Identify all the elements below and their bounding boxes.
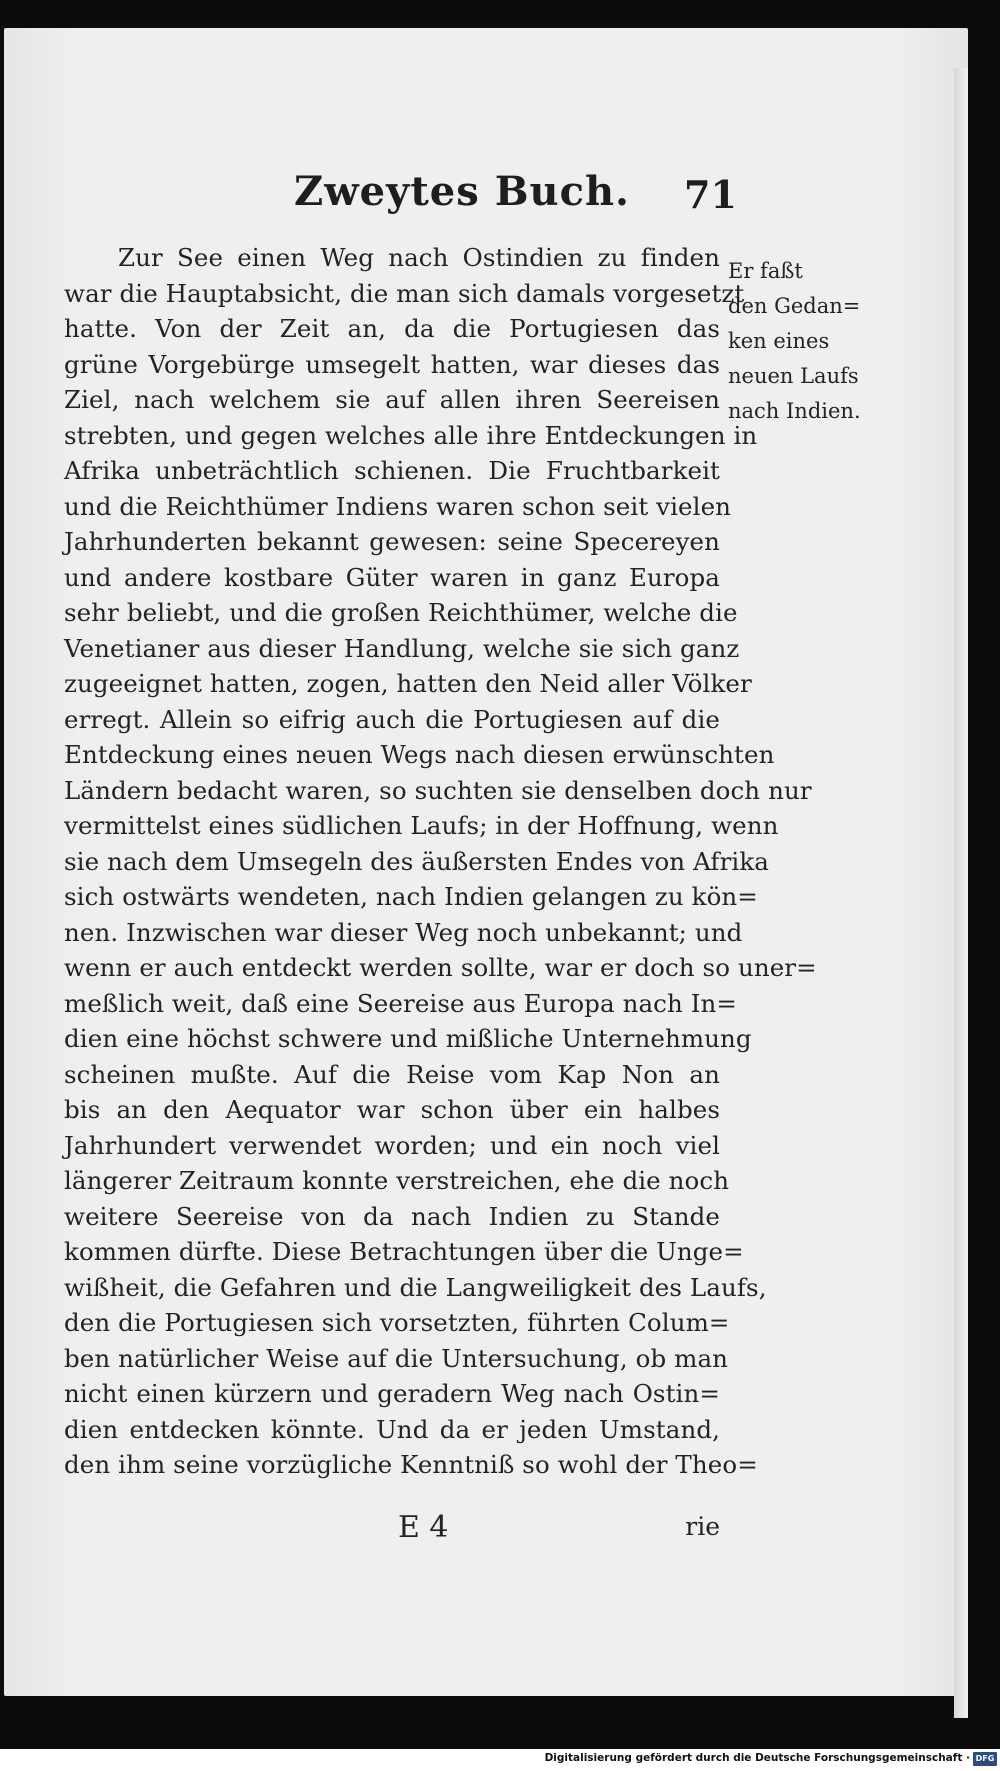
text-line: strebten, und gegen welches alle ihre Entdeckungen in bbox=[64, 420, 758, 450]
text-line: nen. Inzwischen war dieser Weg noch unbekannt; und bbox=[64, 917, 743, 947]
text-line: dien eine höchst schwere und mißliche Unternehmung bbox=[64, 1024, 752, 1053]
text-line: dien entdecken könnte. Und da er jeden Umstand, bbox=[64, 1414, 720, 1444]
catchword: rie bbox=[685, 1512, 720, 1541]
text-line: längerer Zeitraum konnte verstreichen, ehe die noch bbox=[64, 1166, 730, 1195]
text-line: Jahrhunderten bekannt gewesen: seine Specereyen bbox=[64, 527, 720, 556]
text-line: sich ostwärts wendeten, nach Indien gelangen zu kön= bbox=[64, 882, 758, 911]
page-number: 71 bbox=[684, 172, 737, 217]
marginal-note-line: ken eines bbox=[728, 329, 830, 353]
text-line: sie nach dem Umsegeln des äußersten Endes von Afrika bbox=[64, 846, 769, 876]
text-line: Ziel, nach welchem sie auf allen ihren Seereisen bbox=[64, 385, 720, 414]
text-line: erregt. Allein so eifrig auch die Portugiesen auf die bbox=[64, 704, 720, 734]
text-line: hatte. Von der Zeit an, da die Portugiesen das bbox=[64, 314, 720, 343]
text-line: scheinen mußte. Auf die Reise vom Kap Non an bbox=[64, 1059, 720, 1089]
text-line: bis an den Aequator war schon über ein halbes bbox=[64, 1095, 720, 1124]
text-line: Zur See einen Weg nach Ostindien zu finden bbox=[118, 243, 720, 272]
running-title: Zweytes Buch. bbox=[294, 168, 630, 215]
text-line: Venetianer aus dieser Handlung, welche sie sich ganz bbox=[64, 633, 740, 663]
book-page bbox=[4, 28, 968, 1696]
page-foot bbox=[64, 1510, 720, 1550]
marginal-note-line: Er faßt bbox=[728, 259, 803, 283]
text-line: den ihm seine vorzügliche Kenntniß so wohl der Theo= bbox=[64, 1450, 758, 1479]
digitization-footer bbox=[0, 1749, 1000, 1771]
marginal-note-line: den Gedan= bbox=[728, 294, 861, 318]
text-line: Ländern bedacht waren, so suchten sie denselben doch nur bbox=[64, 775, 812, 805]
text-line: war die Hauptabsicht, die man sich damals vorgesetzt bbox=[64, 278, 745, 308]
text-line: kommen dürfte. Diese Betrachtungen über die Unge= bbox=[64, 1237, 744, 1266]
text-line: zugeeignet hatten, zogen, hatten den Neid aller Völker bbox=[64, 669, 752, 698]
text-line: und andere kostbare Güter waren in ganz Europa bbox=[64, 562, 720, 592]
marginal-note-line: nach Indien. bbox=[728, 399, 861, 423]
dfg-logo-icon: DFG bbox=[973, 1752, 997, 1766]
text-line: wenn er auch entdeckt werden sollte, war er doch so uner= bbox=[64, 953, 817, 982]
text-line: ben natürlicher Weise auf die Untersuchung, ob man bbox=[64, 1343, 729, 1373]
text-line: Afrika unbeträchtlich schienen. Die Fruchtbarkeit bbox=[64, 456, 720, 485]
text-line: nicht einen kürzern und geradern Weg nach Ostin= bbox=[64, 1379, 720, 1408]
text-line: und die Reichthümer Indiens waren schon seit vielen bbox=[64, 491, 732, 521]
text-line: vermittelst eines südlichen Laufs; in der Hoffnung, wenn bbox=[64, 811, 779, 840]
marginal-note bbox=[728, 254, 878, 429]
signature-mark: E 4 bbox=[398, 1510, 449, 1545]
text-line: sehr beliebt, und die großen Reichthümer, welche die bbox=[64, 598, 738, 627]
text-line: grüne Vorgebürge umsegelt hatten, war dieses das bbox=[64, 349, 720, 379]
text-line: meßlich weit, daß eine Seereise aus Europa nach In= bbox=[64, 988, 738, 1018]
text-line: den die Portugiesen sich vorsetzten, führten Colum= bbox=[64, 1308, 730, 1337]
text-line: Entdeckung eines neuen Wegs nach diesen erwünschten bbox=[64, 740, 775, 769]
page-edge bbox=[954, 68, 968, 1718]
text-line: weitere Seereise von da nach Indien zu Stande bbox=[64, 1201, 720, 1231]
text-line: Jahrhundert verwendet worden; und ein noch viel bbox=[64, 1130, 720, 1160]
marginal-note-line: neuen Laufs bbox=[728, 364, 859, 388]
footer-credit: Digitalisierung gefördert durch die Deutsche Forschungsgemeinschaft · bbox=[544, 1752, 970, 1764]
text-line: wißheit, die Gefahren und die Langweiligkeit des Laufs, bbox=[64, 1272, 767, 1302]
page-header bbox=[4, 168, 804, 228]
